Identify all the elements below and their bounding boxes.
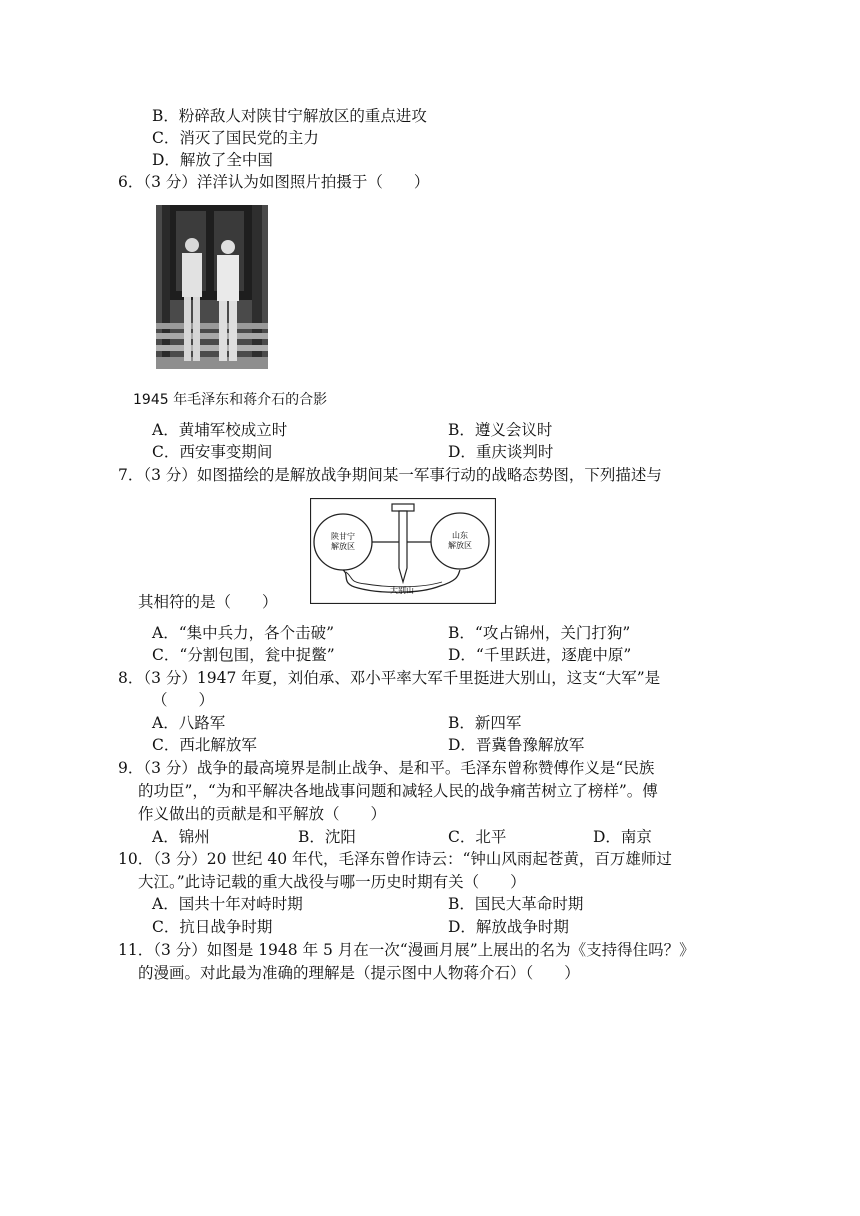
q10-option-a: A．国共十年对峙时期 [152,895,303,913]
photo-figures-image [156,205,268,369]
q7-option-d: D．“千里跃进，逐鹿中原” [448,646,632,664]
diagram-bottom-label: 大别山 [390,586,414,595]
q10-option-b: B．国民大革命时期 [448,895,584,913]
q7-option-b: B．“攻占锦州，关门打狗” [448,624,631,642]
diagram-right-label-2: 解放区 [448,541,472,550]
q9-option-a: A．锦州 [152,828,210,846]
q7-stem-line2: 其相符的是（ ） [138,593,278,611]
q9-option-d: D．南京 [593,828,652,846]
q8-stem-line2: （ ） [152,691,215,709]
q5-option-b: B．粉碎敌人对陕甘宁解放区的重点进攻 [152,107,427,125]
q7-option-c: C．“分割包围，瓮中捉鳖” [152,646,335,664]
q7-stem-line1: 7．（3 分）如图描绘的是解放战争期间某一军事行动的战略态势图，下列描述与 [118,466,662,484]
q11-stem-line1: 11．（3 分）如图是 1948 年 5 月在一次“漫画月展”上展出的名为《支持得住吗？》 [118,941,695,959]
q5-option-d: D．解放了全中国 [152,151,273,169]
diagram-right-label-1: 山东 [452,531,468,540]
q8-option-c: C．西北解放军 [152,736,257,754]
q6-stem: 6．（3 分）洋洋认为如图照片拍摄于（ ） [118,173,430,191]
q5-option-c: C．消灭了国民党的主力 [152,129,319,147]
q7-strategy-diagram [310,498,496,604]
q6-photo-caption: 1945 年毛泽东和蒋介石的合影 [133,392,328,408]
q10-stem-line2: 大江。”此诗记载的重大战役与哪一历史时期有关（ ） [138,873,526,891]
q9-option-b: B．沈阳 [298,828,356,846]
q6-option-d: D．重庆谈判时 [448,443,554,461]
diagram-left-label-2: 解放区 [331,542,355,551]
strategy-map-image [310,498,496,604]
q7-option-a: A．“集中兵力，各个击破” [152,624,335,642]
q11-stem-line2: 的漫画。对此最为准确的理解是（提示图中人物蒋介石）（ ） [138,964,580,982]
q9-stem-line3: 作义做出的贡献是和平解放（ ） [138,805,387,823]
q8-option-d: D．晋冀鲁豫解放军 [448,736,585,754]
q10-option-c: C．抗日战争时期 [152,918,273,936]
q10-option-d: D．解放战争时期 [448,918,569,936]
q6-option-c: C．西安事变期间 [152,443,273,461]
q9-option-c: C．北平 [448,828,507,846]
q8-option-b: B．新四军 [448,714,522,732]
q6-option-b: B．遵义会议时 [448,421,553,439]
diagram-left-label-1: 陕甘宁 [331,532,355,541]
q6-option-a: A．黄埔军校成立时 [152,421,288,439]
q6-photo [156,205,268,369]
q9-stem-line1: 9．（3 分）战争的最高境界是制止战争、是和平。毛泽东曾称赞傅作义是“民族 [118,759,655,777]
q8-option-a: A．八路军 [152,714,226,732]
q8-stem-line1: 8．（3 分）1947 年夏，刘伯承、邓小平率大军千里挺进大别山，这支“大军”是 [118,669,661,687]
q10-stem-line1: 10．（3 分）20 世纪 40 年代，毛泽东曾作诗云：“钟山风雨起苍黄，百万雄师过 [118,850,672,868]
q9-stem-line2: 的功臣”，“为和平解决各地战事问题和减轻人民的战争痛苦树立了榜样”。傅 [138,782,658,800]
